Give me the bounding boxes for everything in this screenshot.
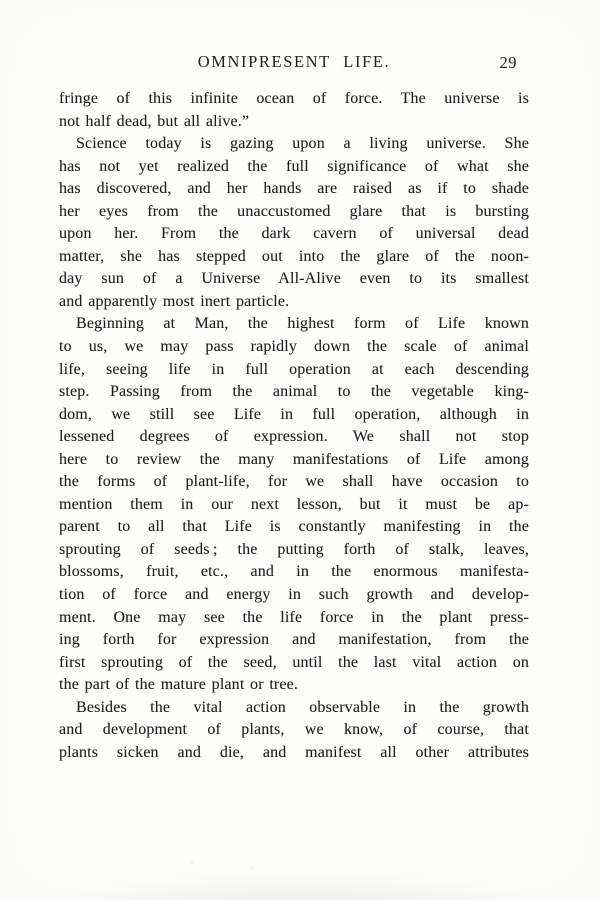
text-line: ing forth for expression and manifestation, from the <box>59 631 529 649</box>
running-head-title: OMNIPRESENT LIFE. <box>197 52 391 71</box>
text-line: plants sicken and die, and manifest all other attributes <box>59 743 529 761</box>
text-line: Besides the vital action observable in the growth <box>76 698 529 716</box>
text-line: has not yet realized the full significance of what she <box>59 157 529 175</box>
text-line: day sun of a Universe All-Alive even to its smallest <box>59 270 529 288</box>
text-line: not half dead, but all alive.” <box>59 112 250 130</box>
text-line: upon her. From the dark cavern of universal dead <box>59 225 529 243</box>
page-number: 29 <box>499 53 517 72</box>
text-line: step. Passing from the animal to the vegetable king- <box>59 383 529 401</box>
text-line: parent to all that Life is constantly manifesting in the <box>59 518 529 536</box>
text-line: tion of force and energy in such growth and develop- <box>59 586 529 604</box>
text-line: mention them in our next lesson, but it must be ap- <box>59 495 529 513</box>
text-line: lessened degrees of expression. We shall not stop <box>59 428 529 446</box>
text-line: her eyes from the unaccustomed glare that is bursting <box>59 202 529 220</box>
text-line: has discovered, and her hands are raised as if to shade <box>59 180 529 198</box>
text-line: life, seeing life in full operation at each descending <box>59 360 529 378</box>
text-line: the part of the mature plant or tree. <box>59 676 299 694</box>
text-line: Beginning at Man, the highest form of Life known <box>76 315 529 333</box>
text-line: and apparently most inert particle. <box>59 292 290 310</box>
page-body <box>59 88 529 764</box>
text-line: to us, we may pass rapidly down the scale of animal <box>59 338 529 356</box>
text-line: here to review the many manifestations of Life among <box>59 450 529 468</box>
text-line: blossoms, fruit, etc., and in the enormous manifesta- <box>59 563 529 581</box>
text-line: fringe of this infinite ocean of force. The universe is <box>59 90 529 107</box>
text-line: and development of plants, we know, of course, that <box>59 721 529 739</box>
text-line: first sprouting of the seed, until the last vital action on <box>59 653 529 671</box>
page-header <box>59 52 529 74</box>
text-line: ment. One may see the life force in the plant press- <box>59 608 529 626</box>
text-line: sprouting of seeds ; the putting forth of stalk, leaves, <box>59 540 529 558</box>
text-line: matter, she has stepped out into the glare of the noon- <box>59 247 529 265</box>
text-line: Science today is gazing upon a living universe. She <box>76 135 529 153</box>
text-line: dom, we still see Life in full operation, although in <box>59 405 529 423</box>
text-line: the forms of plant-life, for we shall have occasion to <box>59 473 529 491</box>
